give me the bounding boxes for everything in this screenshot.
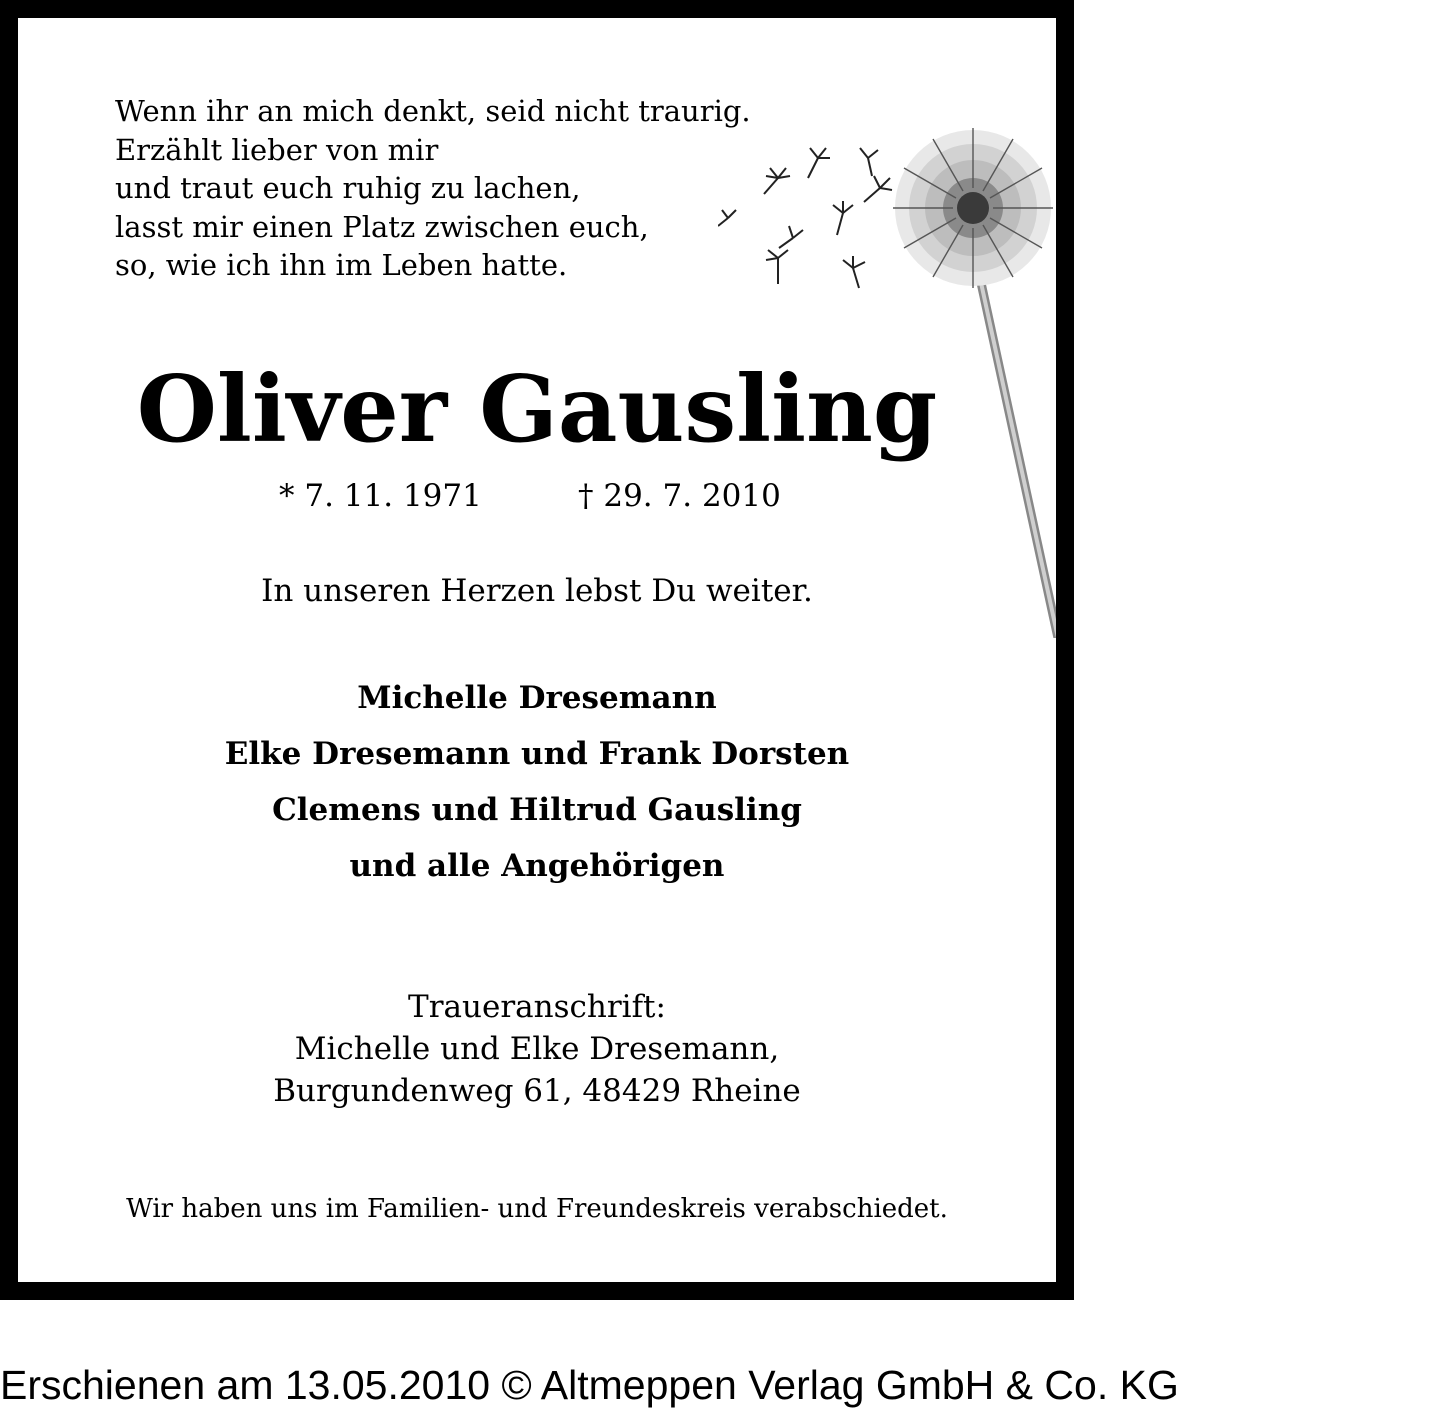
poem-line: Erzählt lieber von mir [115, 132, 439, 167]
mourners-list [18, 670, 1056, 894]
motto: In unseren Herzen lebst Du weiter. [261, 573, 813, 609]
poem-line: so, wie ich ihn im Leben hatte. [115, 248, 568, 282]
mourner: Elke Dresemann und Frank Dorsten [224, 736, 850, 772]
poem-line: und traut euch ruhig zu lachen, [115, 171, 581, 205]
address-label: Traueranschrift: [408, 989, 666, 1025]
poem [115, 92, 751, 285]
birth-date: * 7. 11. 1971 [279, 478, 482, 514]
address-line: Burgundenweg 61, 48429 Rheine [273, 1073, 801, 1109]
obituary-card [18, 18, 1056, 1282]
death-date: † 29. 7. 2010 [578, 478, 781, 514]
mourner: Michelle Dresemann [357, 680, 717, 716]
mourner: und alle Angehörigen [349, 848, 725, 884]
address-line: Michelle und Elke Dresemann, [294, 1031, 780, 1067]
deceased-name: Oliver Gausling [136, 355, 938, 463]
poem-line: lasst mir einen Platz zwischen euch, [115, 209, 649, 244]
mourning-address [18, 986, 1056, 1112]
farewell-note: Wir haben uns im Familien- und Freundeskreis verabschiedet. [126, 1194, 948, 1224]
publication-footer: Erschienen am 13.05.2010 © Altmeppen Verlag GmbH & Co. KG [0, 1362, 1179, 1408]
poem-line: Wenn ihr an mich denkt, seid nicht traurig. [115, 94, 751, 128]
mourner: Clemens und Hiltrud Gausling [272, 792, 802, 828]
